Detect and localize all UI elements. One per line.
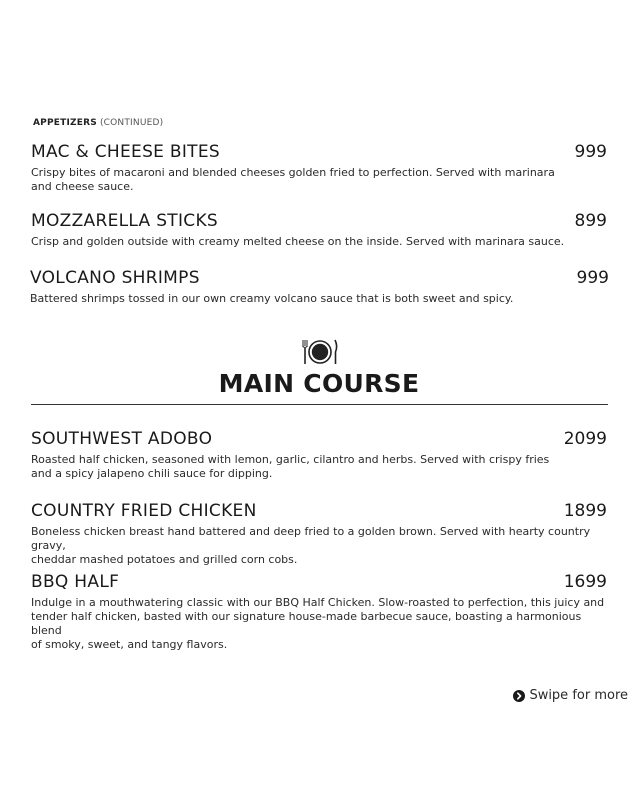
plate-fork-knife-icon (300, 338, 340, 366)
item-name: MOZZARELLA STICKS (31, 211, 218, 231)
item-price: 1699 (563, 572, 607, 592)
menu-item-country-fried-chicken (31, 501, 607, 567)
section-label-appetizers (33, 118, 163, 128)
item-description-line: Battered shrimps tossed in our own creamy volcano sauce that is both sweet and spicy. (30, 292, 514, 305)
main-course-title: MAIN COURSE (218, 369, 420, 398)
section-label-continued: (CONTINUED) (99, 118, 164, 128)
section-divider (31, 404, 608, 405)
item-description-line: tender half chicken, basted with our signature house-made barbecue sauce, boasting a harmonious blend (31, 610, 582, 637)
item-description (30, 292, 609, 306)
item-description-line: Roasted half chicken, seasoned with lemon, garlic, cilantro and herbs. Served with crispy fries (31, 453, 550, 466)
chevron-right-circle-icon (513, 690, 525, 702)
item-description (31, 525, 607, 567)
item-price: 899 (574, 211, 607, 231)
item-description (31, 453, 607, 481)
item-price: 999 (576, 268, 609, 288)
item-description-line: Crispy bites of macaroni and blended cheeses golden fried to perfection. Served with marinara (31, 166, 555, 179)
item-description-line: Crisp and golden outside with creamy melted cheese on the inside. Served with marinara sauce. (31, 235, 565, 248)
item-name: COUNTRY FRIED CHICKEN (31, 501, 257, 521)
item-price: 1899 (563, 501, 607, 521)
menu-item-southwest-adobo (31, 429, 607, 481)
swipe-label: Swipe for more (529, 688, 628, 703)
menu-item-mozzarella-sticks (31, 211, 607, 249)
item-description-line: and a spicy jalapeno chili sauce for dipping. (31, 467, 273, 480)
menu-item-bbq-half (31, 572, 607, 652)
menu-item-mac-cheese-bites (31, 142, 607, 194)
item-description-line: and cheese sauce. (31, 180, 134, 193)
menu-item-volcano-shrimps (30, 268, 609, 306)
item-description-line: Indulge in a mouthwatering classic with our BBQ Half Chicken. Slow-roasted to perfection, this juicy and (31, 596, 605, 609)
item-price: 2099 (563, 429, 607, 449)
item-description-line: cheddar mashed potatoes and grilled corn cobs. (31, 553, 298, 566)
section-label-bold: APPETIZERS (33, 118, 97, 128)
item-name: SOUTHWEST ADOBO (31, 429, 213, 449)
item-description-line: Boneless chicken breast hand battered and deep fried to a golden brown. Served with hearty country gravy, (31, 525, 591, 552)
item-description-line: of smoky, sweet, and tangy flavors. (31, 638, 228, 651)
item-name: VOLCANO SHRIMPS (30, 268, 200, 288)
item-price: 999 (574, 142, 607, 162)
item-description (31, 235, 607, 249)
item-name: BBQ HALF (31, 572, 120, 592)
item-description (31, 166, 607, 194)
swipe-for-more-button[interactable] (513, 688, 628, 703)
item-description (31, 596, 607, 652)
item-name: MAC & CHEESE BITES (31, 142, 220, 162)
